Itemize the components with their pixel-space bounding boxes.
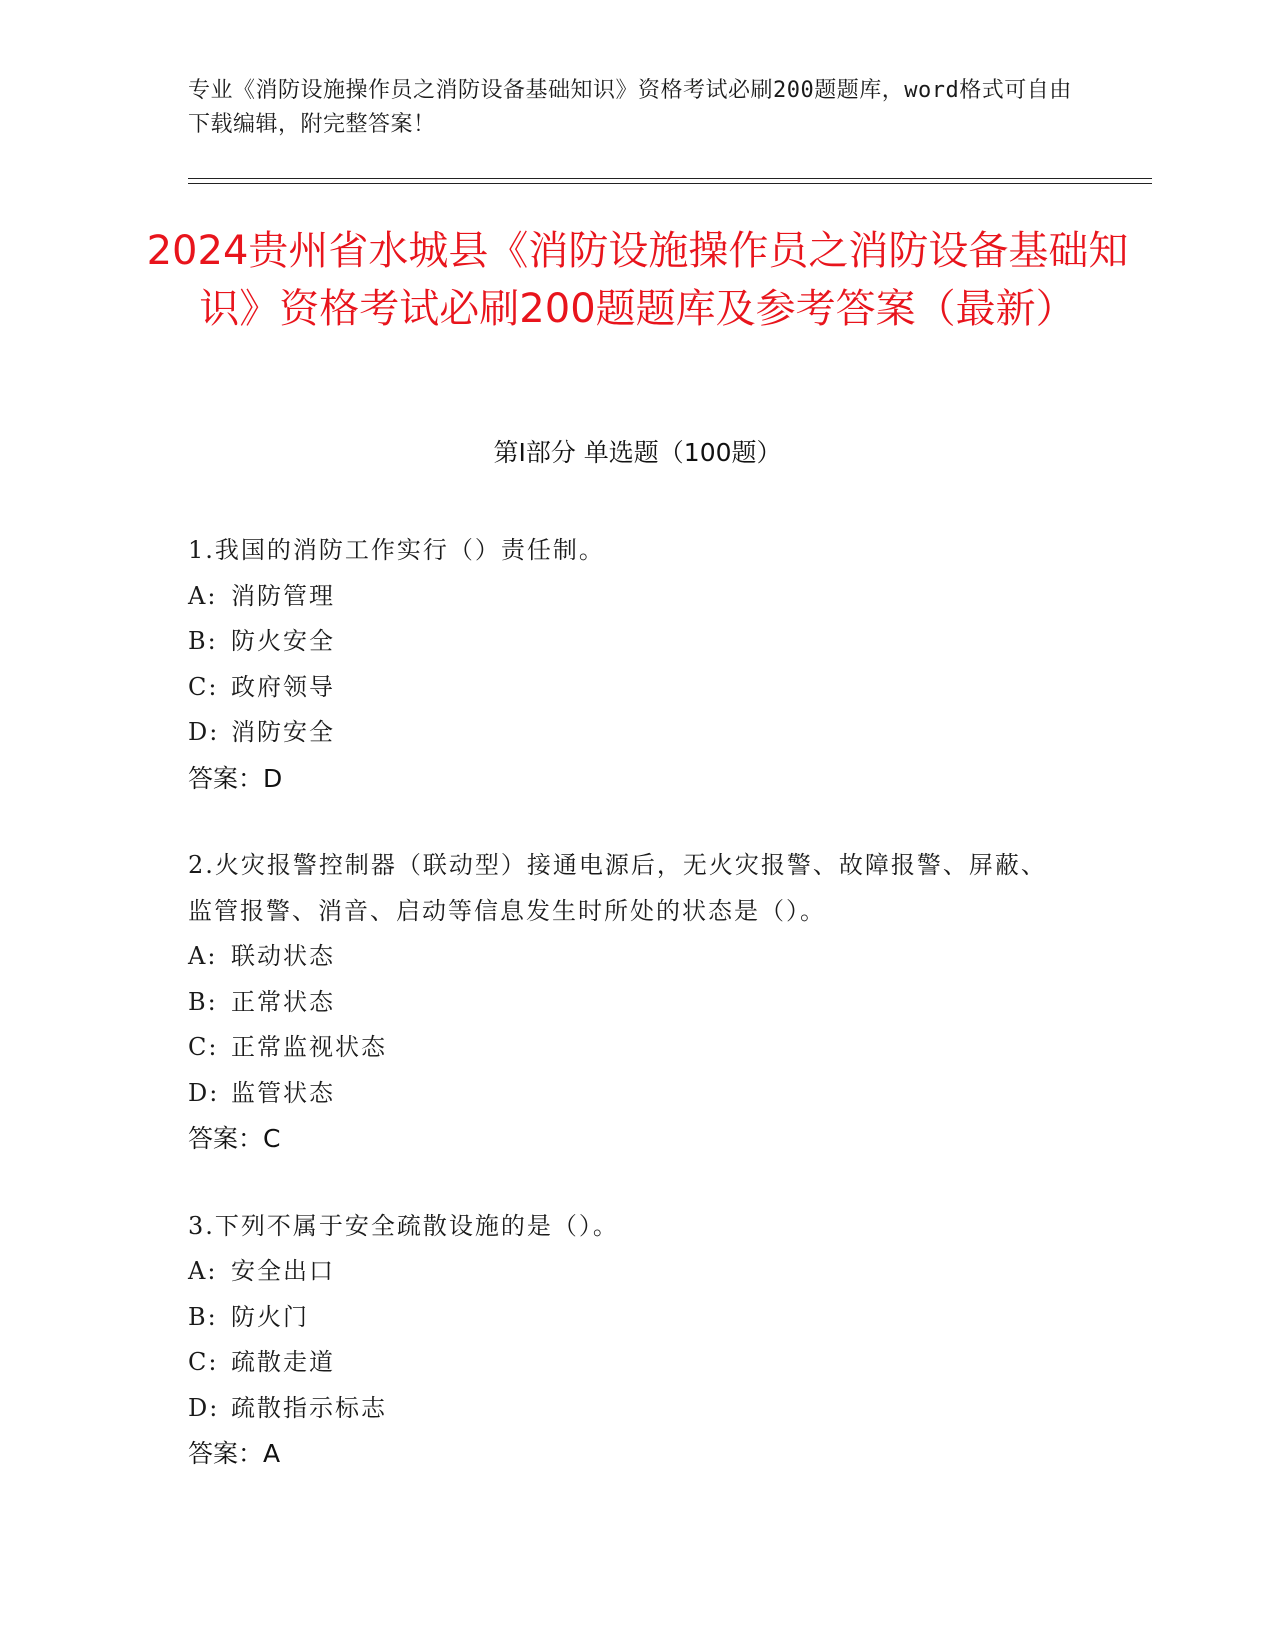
option-b (188, 980, 1068, 1026)
option-text: 防火安全 (231, 627, 335, 655)
header-divider-top (188, 178, 1152, 179)
document-title: 2024贵州省水城县《消防设施操作员之消防设备基础知识》资格考试必刷200题题库及参考答案（最新） (146, 228, 1129, 332)
option-key: A: (188, 581, 218, 610)
header-note: 专业《消防设施操作员之消防设备基础知识》资格考试必刷200题题库，word格式可自由下载编辑，附完整答案！ (188, 78, 1072, 137)
option-c (188, 1025, 1068, 1071)
option-d (188, 1071, 1068, 1117)
option-key: B: (188, 987, 218, 1016)
section-heading: 第I部分 单选题（100题） (493, 438, 782, 467)
option-text: 消防管理 (231, 581, 335, 610)
option-text: 疏散走道 (231, 1348, 335, 1376)
option-b (188, 619, 1068, 665)
question-2 (188, 843, 1068, 1162)
option-c (188, 665, 1068, 711)
question-1 (188, 528, 1068, 801)
option-text: 疏散指示标志 (231, 1393, 387, 1422)
question-stem: 3.下列不属于安全疏散设施的是（）。 (188, 1211, 619, 1240)
option-key: C: (188, 1033, 219, 1061)
answer: 答案：C (188, 1124, 281, 1153)
option-text: 安全出口 (231, 1257, 335, 1285)
option-text: 政府领导 (231, 672, 335, 701)
option-key: B: (188, 627, 218, 655)
option-d (188, 710, 1068, 756)
option-key: C: (188, 672, 219, 701)
question-stem: 1.我国的消防工作实行（）责任制。 (188, 536, 605, 564)
option-c (188, 1340, 1068, 1386)
option-text: 消防安全 (231, 718, 335, 746)
option-key: A: (188, 1257, 218, 1285)
option-text: 正常监视状态 (231, 1033, 387, 1061)
option-key: D: (188, 1393, 220, 1422)
option-text: 正常状态 (231, 987, 335, 1016)
option-text: 联动状态 (231, 942, 335, 970)
question-list (188, 528, 1068, 1519)
option-a (188, 574, 1068, 620)
question-stem: 2.火灾报警控制器（联动型）接通电源后，无火灾报警、故障报警、屏蔽、监管报警、消音、启动等信息发生时所处的状态是（）。 (188, 851, 1047, 925)
option-a (188, 1249, 1068, 1295)
option-b (188, 1295, 1068, 1341)
option-d (188, 1386, 1068, 1432)
answer: 答案：D (188, 763, 283, 793)
option-key: D: (188, 1078, 220, 1107)
option-key: A: (188, 942, 218, 970)
question-3 (188, 1204, 1068, 1477)
option-text: 监管状态 (231, 1078, 335, 1107)
option-text: 防火门 (231, 1302, 309, 1331)
option-a (188, 934, 1068, 980)
answer: 答案：A (188, 1439, 281, 1468)
option-key: D: (188, 718, 220, 746)
option-key: C: (188, 1348, 219, 1376)
header-divider-bottom (188, 183, 1152, 184)
option-key: B: (188, 1302, 218, 1331)
